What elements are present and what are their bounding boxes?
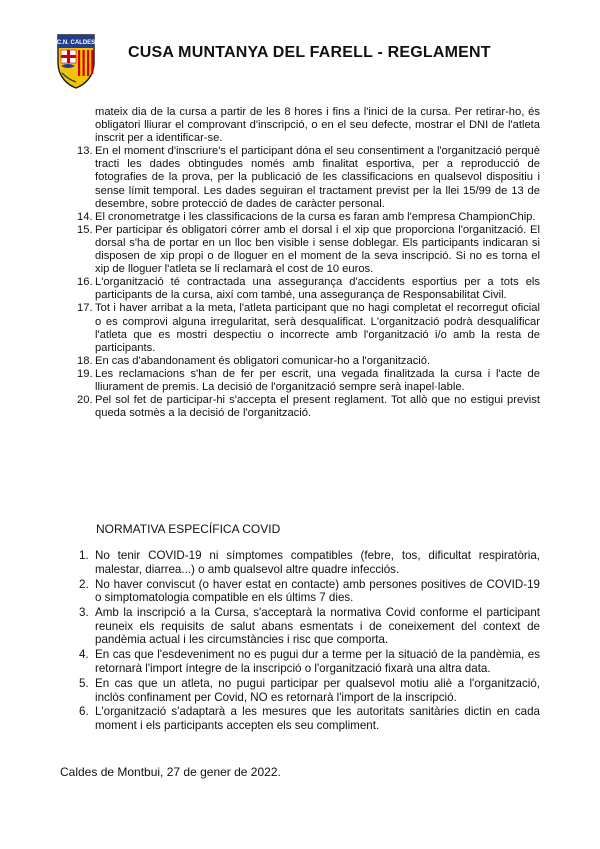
rule-continuation: mateix dia de la cursa a partir de les 8 hores i fins a l'inici de la cursa. Per retirar-ho, és obligatori lliurar el comprovant d'inscripció, o en el seu defecte, mostrar el DNI de l'atleta inscrit per a identificar-se. <box>95 106 540 145</box>
covid-item-6 <box>79 705 540 732</box>
covid-number: 5. <box>79 676 89 690</box>
covid-text: En cas que un atleta, no pugui participar per qualsevol motiu aliè a l'organització, inclòs confinament per Covid, NO es retornarà l'import de la inscripció. <box>95 676 540 704</box>
rule-item-13 <box>79 145 540 210</box>
rule-text: Les reclamacions s'han de fer per escrit, una vegada finalitzada la cursa i l'acte de lliurament de premis. La decisió de l'organització sempre serà inapel·lable. <box>95 367 540 393</box>
rule-number: 19. <box>77 367 93 380</box>
covid-number: 6. <box>79 705 89 719</box>
rule-text: Tot i haver arribat a la meta, l'atleta participant que no hagi completat el recorregut oficial o es comprovi alguna irregularitat, serà desqualificat. L'organització podrà desqualificar l'atleta que es mostri despectiu o incorrecte amb l'organització i/o amb la resta de participants. <box>95 302 540 354</box>
covid-item-4 <box>79 648 540 675</box>
covid-list <box>79 549 540 734</box>
rule-text: L'organització té contractada una assegurança d'accidents esportius per a tots els participants de la cursa, així com també, una assegurança de Responsabilitat Civil. <box>95 276 540 302</box>
rule-text: Pel sol fet de participar-hi s'accepta el present reglament. Tot allò que no estigui previst queda sotmès a la decisió de l'organització. <box>95 394 540 420</box>
rule-item-14 <box>79 211 540 224</box>
rule-item-16 <box>79 276 540 302</box>
covid-text: L'organització s'adaptarà a les mesures que les autoritats sanitàries dictin en cada moment i els participants accepten els seu compliment. <box>95 705 540 733</box>
covid-item-5 <box>79 677 540 704</box>
covid-number: 4. <box>79 648 89 662</box>
rule-number: 13. <box>77 145 93 158</box>
rule-text: En el moment d'inscriure's el participant dóna el seu consentiment a l'organització perquè tracti les dades obtingudes només amb finalitat esportiva, per a reproducció de fotografies de la prova, per la publicació de les classificacions en qualsevol dispositiu i sense límit temporal. Les dades seguiran el tractament previst per la llei 15/99 de 13 de desembre, sobre protecció de dades de caràcter personal. <box>95 145 540 210</box>
signature-line: Caldes de Montbui, 27 de gener de 2022. <box>60 765 281 779</box>
rule-item-15 <box>79 224 540 276</box>
rule-text: El cronometratge i les classificacions de la cursa es faran amb l'empresa ChampionChip. <box>95 210 536 223</box>
covid-number: 1. <box>79 549 89 562</box>
rule-text: En cas d'abandonament és obligatori comunicar-ho a l'organització. <box>95 354 431 367</box>
covid-item-3 <box>79 606 540 647</box>
covid-text: No haver conviscut (o haver estat en contacte) amb persones positives de COVID-19 o simptomatologia compatible en els últims 7 dies. <box>95 577 540 605</box>
rule-number: 14. <box>77 210 93 223</box>
covid-number: 2. <box>79 577 89 591</box>
rule-text: Per participar és obligatori córrer amb el dorsal i el xip que proporciona l'organització. El dorsal s'ha de portar en un lloc ben visible i sense doblegar. Els participants indicaran si disposen de xip propi o de lloguer en el moment de la seva inscripció. Si no es torna el xip de lloguer l'atleta se li reclamarà el cost de 10 euros. <box>95 223 540 276</box>
rule-number: 20. <box>77 394 93 407</box>
rule-number: 18. <box>77 354 93 367</box>
club-logo <box>56 33 96 89</box>
rule-item-20 <box>79 394 540 420</box>
covid-text: No tenir COVID-19 ni símptomes compatibles (febre, tos, dificultat respiratòria, malestar, diarrea...) o amb qualsevol altre quadre infecciós. <box>95 549 540 576</box>
covid-item-1 <box>79 549 540 576</box>
covid-number: 3. <box>79 606 89 620</box>
covid-text: Amb la inscripció a la Cursa, s'acceptarà la normativa Covid conforme el participant reuneix els requisits de salut abans esmentats i de coneixement del context de pandèmia actual i les circumstàncies i risc que comporta. <box>95 606 540 647</box>
rule-item-18 <box>79 355 540 368</box>
rule-item-17 <box>79 302 540 354</box>
rule-number: 16. <box>77 276 93 289</box>
rules-list <box>79 106 540 420</box>
covid-item-2 <box>79 578 540 605</box>
svg-text:C.N. CALDES: C.N. CALDES <box>56 40 96 46</box>
rule-item-19 <box>79 368 540 394</box>
covid-text: En cas que l'esdeveniment no es pugui dur a terme per la situació de la pandèmia, es retornarà l'import íntegre de la inscripció o l'organització fixarà una altra data. <box>95 648 540 675</box>
rule-number: 15. <box>77 223 93 236</box>
rule-number: 17. <box>77 302 93 315</box>
covid-section-title: NORMATIVA ESPECÍFICA COVID <box>96 522 281 536</box>
page-title: CUSA MUNTANYA DEL FARELL - REGLAMENT <box>128 44 491 61</box>
